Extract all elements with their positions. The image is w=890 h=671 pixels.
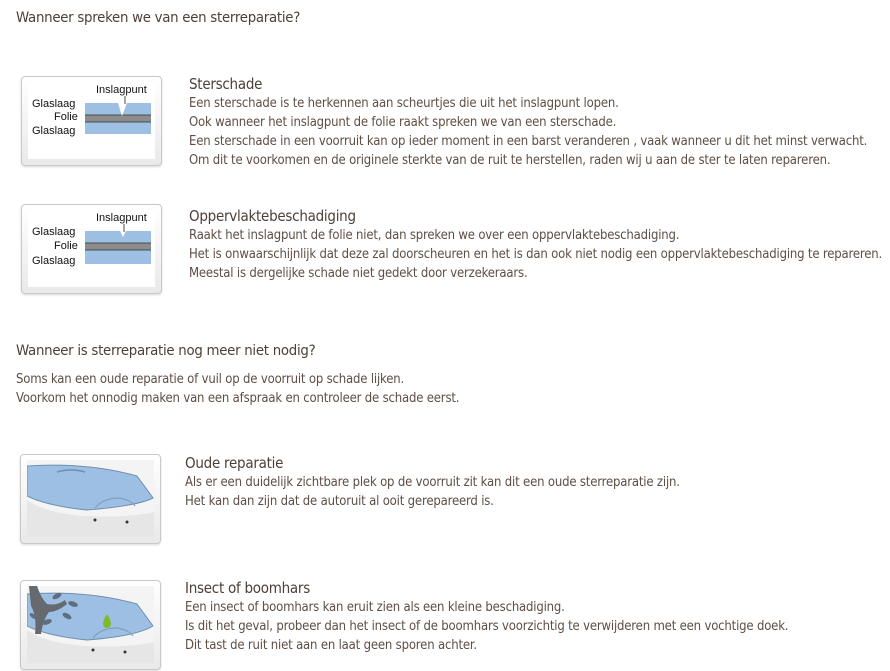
text-line: Raakt het inslagpunt de folie niet, dan spreken we over een oppervlaktebeschadiging. xyxy=(189,228,680,243)
text-line: Ook wanneer het inslagpunt de folie raakt spreken we van een sterschade. xyxy=(189,115,617,130)
impact-point-label: Inslagpunt xyxy=(96,212,147,224)
glass-layer-label: Glaslaag xyxy=(32,125,76,137)
oppervlaktebeschadiging-title: Oppervlaktebeschadiging xyxy=(189,207,356,225)
text-line: Een sterschade in een voorruit kan op ieder moment in een barst veranderen , vaak wanneer u dit het minst verwacht. xyxy=(189,134,868,149)
section-intro xyxy=(16,370,509,408)
foil-layer-label: Folie xyxy=(54,240,78,252)
text-line: Om dit te voorkomen en de originele sterkte van de ruit te herstellen, raden wij u aan de ster te laten repareren. xyxy=(189,153,831,168)
windshield-illustration xyxy=(27,460,154,537)
insect-boomhars-title: Insect of boomhars xyxy=(185,579,310,597)
impact-point-label: Inslagpunt xyxy=(96,84,147,96)
insect-boomhars-text xyxy=(185,578,855,655)
text-line: Het kan dan zijn dat de autoruit al ooit gerepareerd is. xyxy=(185,494,494,509)
section-heading-star-repair: Wanneer spreken we van een sterreparatie? xyxy=(16,10,301,26)
glass-layer-label: Glaslaag xyxy=(32,255,76,267)
sterschade-diagram xyxy=(21,76,162,166)
oude-reparatie-text xyxy=(185,453,735,511)
insect-boomhars-image xyxy=(20,580,161,670)
oppervlaktebeschadiging-diagram xyxy=(21,204,162,294)
sterschade-text xyxy=(189,74,890,170)
text-line: Voorkom het onnodig maken van een afspraak en controleer de schade eerst. xyxy=(16,391,460,406)
glass-layer-label: Glaslaag xyxy=(32,98,76,110)
glass-layer-label: Glaslaag xyxy=(32,226,76,238)
sterschade-title: Sterschade xyxy=(189,75,263,93)
text-line: Als er een duidelijk zichtbare plek op de voorruit zit kan dit een oude sterreparatie zijn. xyxy=(185,475,680,490)
section-heading-not-needed: Wanneer is sterreparatie nog meer niet nodig? xyxy=(16,343,316,359)
text-line: Meestal is dergelijke schade niet gedekt door verzekeraars. xyxy=(189,266,528,281)
oude-reparatie-image xyxy=(20,454,161,544)
text-line: Dit tast de ruit niet aan en laat geen sporen achter. xyxy=(185,638,477,653)
text-line: Een sterschade is te herkennen aan scheurtjes die uit het inslagpunt lopen. xyxy=(189,96,619,111)
oppervlaktebeschadiging-text xyxy=(189,206,890,283)
oude-reparatie-title: Oude reparatie xyxy=(185,454,284,472)
text-line: Is dit het geval, probeer dan het insect of de boomhars voorzichtig te verwijderen met een vochtige doek. xyxy=(185,619,789,634)
text-line: Een insect of boomhars kan eruit zien als een kleine beschadiging. xyxy=(185,600,565,615)
windshield-tree-illustration xyxy=(27,586,154,663)
foil-layer-label: Folie xyxy=(54,111,78,123)
text-line: Het is onwaarschijnlijk dat deze zal doorscheuren en het is dan ook niet nodig een oppervlaktebeschadiging te repareren. xyxy=(189,247,883,262)
text-line: Soms kan een oude reparatie of vuil op de voorruit op schade lijken. xyxy=(16,372,405,387)
